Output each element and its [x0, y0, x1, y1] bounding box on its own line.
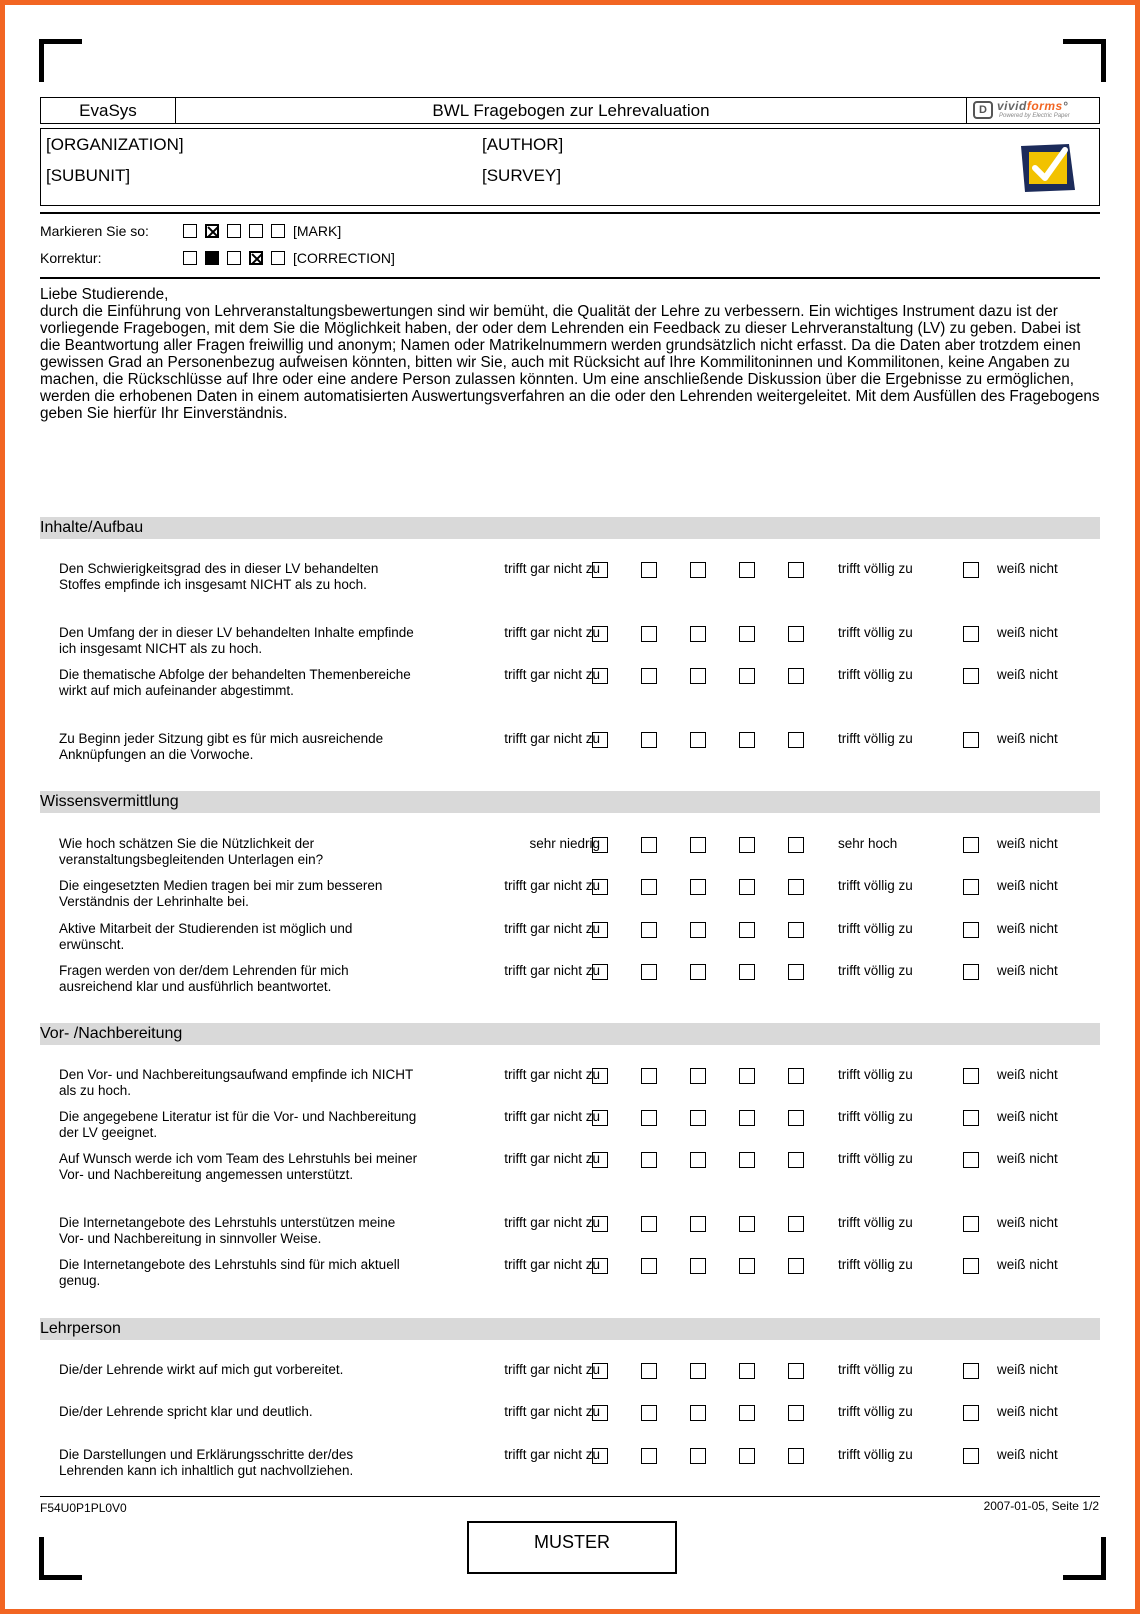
scale-low-label: trifft gar nicht zu	[504, 1447, 600, 1462]
question-text: Die/der Lehrende wirkt auf mich gut vorbereitet.	[59, 1362, 344, 1377]
question-text: Wie hoch schätzen Sie die Nützlichkeit der veranstaltungsbegleitenden Unterlagen ein?	[59, 836, 324, 867]
question-text: Fragen werden von der/dem Lehrenden für mich ausreichend klar und ausführlich beantwortet.	[59, 963, 349, 994]
rating-checkbox-2[interactable]	[641, 1363, 657, 1379]
rating-checkbox-1[interactable]	[592, 1363, 608, 1379]
question-text: Den Umfang der in dieser LV behandelten Inhalte empfinde ich insgesamt NICHT als zu hoch.	[59, 625, 414, 656]
rating-checkbox-3[interactable]	[690, 1152, 706, 1168]
dont-know-checkbox[interactable]	[963, 1216, 979, 1232]
rating-checkbox-2[interactable]	[641, 732, 657, 748]
rating-checkbox-5[interactable]	[788, 964, 804, 980]
survey-field: [SURVEY]	[482, 166, 562, 185]
dont-know-label: weiß nicht	[997, 561, 1058, 576]
rating-checkbox-1[interactable]	[592, 1068, 608, 1084]
correction-label: Korrektur:	[40, 250, 102, 266]
rating-checkbox-2[interactable]	[641, 562, 657, 578]
question-text: Die Internetangebote des Lehrstuhls sind für mich aktuell genug.	[59, 1257, 400, 1288]
dont-know-label: weiß nicht	[997, 963, 1058, 978]
logo-text: vividforms°	[997, 99, 1069, 113]
example-checkbox	[183, 251, 197, 265]
dont-know-label: weiß nicht	[997, 1362, 1058, 1377]
question-text: Den Schwierigkeitsgrad des in dieser LV behandelten Stoffes empfinde ich insgesamt NICHT als zu hoch.	[59, 561, 379, 592]
rating-checkbox-4[interactable]	[739, 1448, 755, 1464]
logo-subtitle: Powered by Electric Paper	[999, 113, 1070, 119]
rating-checkbox-2[interactable]	[641, 1110, 657, 1126]
scale-low-label: trifft gar nicht zu	[504, 731, 600, 746]
rating-checkbox-5[interactable]	[788, 626, 804, 642]
question-text: Die Internetangebote des Lehrstuhls unterstützen meine Vor- und Nachbereitung in sinnvoller Weise.	[59, 1215, 396, 1246]
rating-checkbox-3[interactable]	[690, 1216, 706, 1232]
rating-checkbox-3[interactable]	[690, 626, 706, 642]
rating-checkbox-1[interactable]	[592, 1448, 608, 1464]
rating-checkbox-2[interactable]	[641, 964, 657, 980]
scale-high-label: trifft völlig zu	[838, 1362, 913, 1377]
dont-know-checkbox[interactable]	[963, 879, 979, 895]
dont-know-checkbox[interactable]	[963, 732, 979, 748]
rating-checkbox-1[interactable]	[592, 1405, 608, 1421]
rating-checkbox-4[interactable]	[739, 626, 755, 642]
rating-checkbox-4[interactable]	[739, 1068, 755, 1084]
rating-checkbox-4[interactable]	[739, 732, 755, 748]
rating-checkbox-4[interactable]	[739, 964, 755, 980]
rating-checkbox-1[interactable]	[592, 1258, 608, 1274]
rating-checkbox-3[interactable]	[690, 1068, 706, 1084]
example-checkbox-crossed	[205, 224, 219, 238]
question-text: Zu Beginn jeder Sitzung gibt es für mich ausreichende Anknüpfungen an die Vorwoche.	[59, 731, 384, 762]
example-checkbox	[227, 224, 241, 238]
mark-text: [MARK]	[293, 223, 342, 239]
mark-label: Markieren Sie so:	[40, 223, 149, 239]
rating-checkbox-5[interactable]	[788, 879, 804, 895]
scale-high-label: trifft völlig zu	[838, 921, 913, 936]
scale-high-label: trifft völlig zu	[838, 1109, 913, 1124]
intro-greeting: Liebe Studierende,	[40, 286, 169, 303]
form-header	[40, 97, 1100, 124]
rating-checkbox-2[interactable]	[641, 1068, 657, 1084]
dont-know-checkbox[interactable]	[963, 1110, 979, 1126]
dont-know-label: weiß nicht	[997, 1215, 1058, 1230]
dont-know-label: weiß nicht	[997, 836, 1058, 851]
rating-checkbox-4[interactable]	[739, 1405, 755, 1421]
rating-checkbox-5[interactable]	[788, 1448, 804, 1464]
section-header: Vor- /Nachbereitung	[40, 1023, 1100, 1045]
rating-checkbox-5[interactable]	[788, 668, 804, 684]
dont-know-checkbox[interactable]	[963, 964, 979, 980]
correction-example-row	[40, 250, 395, 266]
rating-checkbox-2[interactable]	[641, 837, 657, 853]
survey-info-box	[40, 128, 1100, 206]
dont-know-checkbox[interactable]	[963, 1152, 979, 1168]
scale-low-label: trifft gar nicht zu	[504, 1151, 600, 1166]
scale-high-label: trifft völlig zu	[838, 731, 913, 746]
scale-low-label: trifft gar nicht zu	[504, 1362, 600, 1377]
intro-text	[40, 286, 1100, 422]
registration-mark-bottom-right	[1063, 1537, 1106, 1580]
rating-checkbox-2[interactable]	[641, 1152, 657, 1168]
rating-checkbox-3[interactable]	[690, 1405, 706, 1421]
dont-know-label: weiß nicht	[997, 625, 1058, 640]
scale-high-label: sehr hoch	[838, 836, 898, 851]
rating-checkbox-4[interactable]	[739, 562, 755, 578]
intro-body: durch die Einführung von Lehrveranstaltungsbewertungen sind wir bemüht, die Qualität der Lehre zu verbessern. Ein wichtiges Instrument dazu ist der vorliegende Fragebogen, mit dem Sie die Möglichkeit haben, der oder dem Lehrenden ein Feedback zu dieser Lehrveranstaltung (LV) zu geben. Dabei ist die Beantwortung aller Fragen freiwillig und anonym; Namen oder Matrikelnummern werden grundsätzlich nicht erfasst. Da die Daten aber trotzdem einen gewissen Grad an Personenbezug aufweisen könnten, bitten wir Sie, auch mit Rücksicht auf Ihre Kommilitoninnen und Kommilitonen, keine Angaben zu machen, die Rückschlüsse auf Ihre oder eine andere Person zulassen könnten. Um eine anschließende Diskussion über die Ergebnisse zu ermöglichen, werden die erhobenen Daten in einem automatisierten Auswertungsverfahren an die oder den Lehrenden weitergeleitet. Mit dem Ausfüllen des Fragebogens geben Sie hierfür Ihr Einverständnis.	[40, 303, 1100, 422]
dont-know-checkbox[interactable]	[963, 1258, 979, 1274]
example-checkbox	[227, 251, 241, 265]
checkmark-form-icon	[1017, 140, 1079, 194]
dont-know-checkbox[interactable]	[963, 1405, 979, 1421]
scale-low-label: trifft gar nicht zu	[504, 921, 600, 936]
rating-checkbox-5[interactable]	[788, 922, 804, 938]
rating-checkbox-2[interactable]	[641, 626, 657, 642]
dont-know-label: weiß nicht	[997, 1257, 1058, 1272]
rating-checkbox-5[interactable]	[788, 1216, 804, 1232]
rating-checkbox-5[interactable]	[788, 1363, 804, 1379]
scale-low-label: trifft gar nicht zu	[504, 1257, 600, 1272]
rating-checkbox-1[interactable]	[592, 964, 608, 980]
rating-checkbox-4[interactable]	[739, 1363, 755, 1379]
rating-checkbox-3[interactable]	[690, 732, 706, 748]
question-text: Auf Wunsch werde ich vom Team des Lehrstuhls bei meiner Vor- und Nachbereitung angemessen unterstützt.	[59, 1151, 418, 1182]
question-text: Die eingesetzten Medien tragen bei mir zum besseren Verständnis der Lehrinhalte bei.	[59, 878, 383, 909]
dont-know-label: weiß nicht	[997, 1067, 1058, 1082]
example-checkbox	[183, 224, 197, 238]
dont-know-checkbox[interactable]	[963, 1448, 979, 1464]
rating-checkbox-5[interactable]	[788, 1258, 804, 1274]
rating-checkbox-5[interactable]	[788, 732, 804, 748]
rating-checkbox-2[interactable]	[641, 1216, 657, 1232]
rating-checkbox-1[interactable]	[592, 626, 608, 642]
section-header: Lehrperson	[40, 1318, 1100, 1340]
scale-low-label: trifft gar nicht zu	[504, 561, 600, 576]
rating-checkbox-2[interactable]	[641, 1405, 657, 1421]
rating-checkbox-3[interactable]	[690, 922, 706, 938]
rating-checkbox-4[interactable]	[739, 837, 755, 853]
question-text: Aktive Mitarbeit der Studierenden ist möglich und erwünscht.	[59, 921, 353, 952]
dont-know-label: weiß nicht	[997, 667, 1058, 682]
dont-know-checkbox[interactable]	[963, 668, 979, 684]
scale-high-label: trifft völlig zu	[838, 667, 913, 682]
dont-know-label: weiß nicht	[997, 731, 1058, 746]
scale-high-label: trifft völlig zu	[838, 1404, 913, 1419]
dont-know-checkbox[interactable]	[963, 626, 979, 642]
question-text: Die/der Lehrende spricht klar und deutlich.	[59, 1404, 313, 1419]
question-text: Den Vor- und Nachbereitungsaufwand empfinde ich NICHT als zu hoch.	[59, 1067, 413, 1098]
rating-checkbox-1[interactable]	[592, 1110, 608, 1126]
dont-know-label: weiß nicht	[997, 921, 1058, 936]
section-header: Inhalte/Aufbau	[40, 517, 1100, 539]
example-checkbox	[271, 251, 285, 265]
rating-checkbox-5[interactable]	[788, 1405, 804, 1421]
dont-know-checkbox[interactable]	[963, 922, 979, 938]
system-name: EvaSys	[41, 98, 176, 123]
correction-text: [CORRECTION]	[293, 250, 395, 266]
scale-low-label: sehr niedrig	[529, 836, 600, 851]
rating-checkbox-3[interactable]	[690, 1448, 706, 1464]
rating-checkbox-1[interactable]	[592, 562, 608, 578]
date-page: 2007-01-05, Seite 1/2	[983, 1499, 1099, 1513]
rating-checkbox-3[interactable]	[690, 879, 706, 895]
rating-checkbox-1[interactable]	[592, 732, 608, 748]
rating-checkbox-3[interactable]	[690, 837, 706, 853]
registration-mark-top-left	[39, 39, 82, 82]
dont-know-label: weiß nicht	[997, 1447, 1058, 1462]
rating-checkbox-5[interactable]	[788, 1152, 804, 1168]
dont-know-label: weiß nicht	[997, 1151, 1058, 1166]
rating-checkbox-5[interactable]	[788, 562, 804, 578]
rating-checkbox-4[interactable]	[739, 1110, 755, 1126]
footer-divider	[40, 1496, 1100, 1497]
scale-high-label: trifft völlig zu	[838, 625, 913, 640]
rating-checkbox-2[interactable]	[641, 668, 657, 684]
divider	[40, 212, 1100, 214]
rating-checkbox-2[interactable]	[641, 879, 657, 895]
scale-low-label: trifft gar nicht zu	[504, 878, 600, 893]
rating-checkbox-1[interactable]	[592, 1152, 608, 1168]
scale-high-label: trifft völlig zu	[838, 963, 913, 978]
rating-checkbox-1[interactable]	[592, 837, 608, 853]
rating-checkbox-4[interactable]	[739, 1216, 755, 1232]
scale-low-label: trifft gar nicht zu	[504, 625, 600, 640]
question-text: Die angegebene Literatur ist für die Vor- und Nachbereitung der LV geeignet.	[59, 1109, 417, 1140]
form-title: BWL Fragebogen zur Lehrevaluation	[176, 98, 967, 123]
rating-checkbox-4[interactable]	[739, 922, 755, 938]
example-checkbox-crossed	[249, 251, 263, 265]
vividforms-logo-icon: D	[973, 101, 993, 119]
question-text: Die Darstellungen und Erklärungsschritte der/des Lehrenden kann ich inhaltlich gut nachvollziehen.	[59, 1447, 354, 1478]
section-header: Wissensvermittlung	[40, 791, 1100, 813]
rating-checkbox-5[interactable]	[788, 1068, 804, 1084]
rating-checkbox-5[interactable]	[788, 837, 804, 853]
registration-mark-bottom-left	[39, 1537, 82, 1580]
dont-know-checkbox[interactable]	[963, 1068, 979, 1084]
rating-checkbox-3[interactable]	[690, 1110, 706, 1126]
scale-high-label: trifft völlig zu	[838, 1447, 913, 1462]
scale-low-label: trifft gar nicht zu	[504, 963, 600, 978]
question-text: Die thematische Abfolge der behandelten Themenbereiche wirkt auf mich aufeinander abgestimmt.	[59, 667, 411, 698]
rating-checkbox-1[interactable]	[592, 1216, 608, 1232]
example-checkbox	[271, 224, 285, 238]
rating-checkbox-2[interactable]	[641, 1258, 657, 1274]
scale-low-label: trifft gar nicht zu	[504, 1067, 600, 1082]
rating-checkbox-4[interactable]	[739, 1258, 755, 1274]
scale-high-label: trifft völlig zu	[838, 1215, 913, 1230]
scale-high-label: trifft völlig zu	[838, 1151, 913, 1166]
rating-checkbox-1[interactable]	[592, 879, 608, 895]
author-field: [AUTHOR]	[482, 135, 564, 154]
scale-high-label: trifft völlig zu	[838, 1257, 913, 1272]
rating-checkbox-2[interactable]	[641, 922, 657, 938]
rating-checkbox-4[interactable]	[739, 668, 755, 684]
rating-checkbox-4[interactable]	[739, 879, 755, 895]
rating-checkbox-3[interactable]	[690, 964, 706, 980]
scale-high-label: trifft völlig zu	[838, 878, 913, 893]
dont-know-checkbox[interactable]	[963, 837, 979, 853]
marking-example-row	[40, 223, 341, 239]
organization-field: [ORGANIZATION]	[46, 135, 184, 154]
vividforms-logo	[967, 98, 1099, 123]
registration-mark-top-right	[1063, 39, 1106, 82]
dont-know-checkbox[interactable]	[963, 562, 979, 578]
rating-checkbox-5[interactable]	[788, 1110, 804, 1126]
rating-checkbox-3[interactable]	[690, 1363, 706, 1379]
rating-checkbox-3[interactable]	[690, 668, 706, 684]
rating-checkbox-4[interactable]	[739, 1152, 755, 1168]
divider	[40, 277, 1100, 279]
dont-know-label: weiß nicht	[997, 878, 1058, 893]
scale-low-label: trifft gar nicht zu	[504, 1404, 600, 1419]
scale-low-label: trifft gar nicht zu	[504, 1109, 600, 1124]
dont-know-checkbox[interactable]	[963, 1363, 979, 1379]
rating-checkbox-1[interactable]	[592, 922, 608, 938]
scale-high-label: trifft völlig zu	[838, 561, 913, 576]
form-code: F54U0P1PL0V0	[40, 1501, 127, 1515]
example-checkbox-filled	[205, 251, 219, 265]
subunit-field: [SUBUNIT]	[46, 166, 131, 185]
rating-checkbox-2[interactable]	[641, 1448, 657, 1464]
scale-low-label: trifft gar nicht zu	[504, 1215, 600, 1230]
rating-checkbox-3[interactable]	[690, 562, 706, 578]
rating-checkbox-3[interactable]	[690, 1258, 706, 1274]
dont-know-label: weiß nicht	[997, 1404, 1058, 1419]
scale-high-label: trifft völlig zu	[838, 1067, 913, 1082]
dont-know-label: weiß nicht	[997, 1109, 1058, 1124]
muster-stamp: MUSTER	[467, 1521, 677, 1574]
example-checkbox	[249, 224, 263, 238]
scale-low-label: trifft gar nicht zu	[504, 667, 600, 682]
rating-checkbox-1[interactable]	[592, 668, 608, 684]
